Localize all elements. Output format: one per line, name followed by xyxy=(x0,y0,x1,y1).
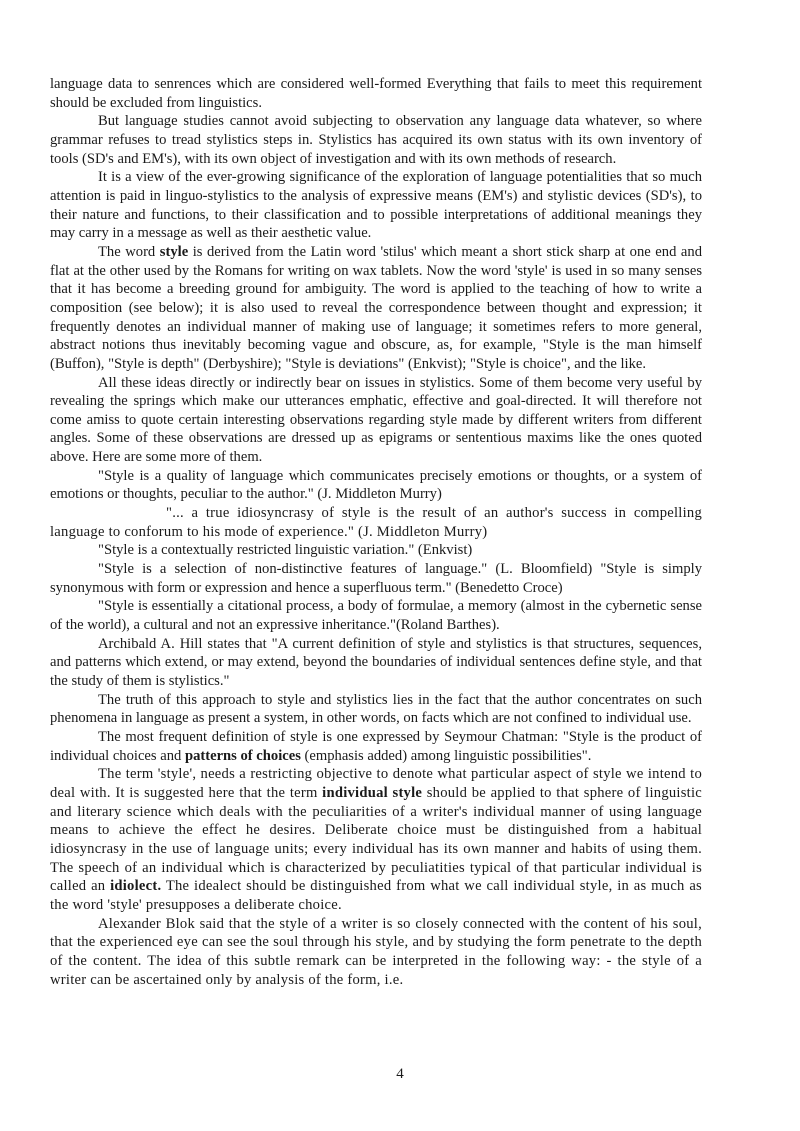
term-individual-style: individual style xyxy=(322,784,423,801)
paragraph-hill: Archibald A. Hill states that "A current definition of style and stylistics is that structures, sequences, and patterns which extend, or may extend, beyond the boundaries of individual sentences define style, and that the study of them is stylistics." xyxy=(50,635,702,689)
quote-murry-2: "... a true idiosyncrasy of style is the result of an author's success in compelling language to conforum to his mode of experience." (J. Middleton Murry) xyxy=(50,505,702,540)
quote-murry-1: "Style is a quality of language which communicates precisely emotions or thoughts, or a system of emotions or thoughts, peculiar to the author." (J. Middleton Murry) xyxy=(50,467,702,503)
term-idiolect: idiolect. xyxy=(110,878,162,895)
paragraph-grammar-vs-stylistics: But language studies cannot avoid subjecting to observation any language data whatever, so where grammar refuses to tread stylistics steps in. Stylistics has acquired its own status with its own inventory of tools (SD's and EM's), with its own object of investigation and with its own methods of research. xyxy=(50,113,702,167)
quote-enkvist: "Style is a contextually restricted linguistic variation." (Enkvist) xyxy=(98,542,473,559)
quote-barthes: "Style is essentially a citational process, a body of formulae, a memory (almost in the cybernetic sense of the world), a cultural and not an expressive inheritance."(Roland Barthes). xyxy=(50,598,702,634)
paragraph-word-style: The word style is derived from the Latin word 'stilus' which meant a short stick sharp at one end and flat at the other used by the Romans for writing on wax tablets. Now the word 'style' is used in so many senses that it has become a breeding ground for ambiguity. The word is applied to the teaching of how to write a composition (see below); it is also used to reveal the correspondence between thought and expression; it frequently denotes an individual manner of making use of language; it sometimes refers to more general, abstract notions thus inevitably becoming vague and obscure, as, for example, "Style is the man himself (Buffon), "Style is depth" (Derbyshire); "Style is deviations" (Enkvist); "Style is choice", and the like. xyxy=(50,243,702,372)
page-number: 4 xyxy=(396,1066,404,1082)
paragraph-individual-style: The term 'style', needs a restricting objective to denote what particular aspect of style we intend to deal with. It is suggested here that the term individual style should be applied to that sphere of linguistic and literary science which deals with the peculiarities of a writer's individual manner of using language means to achieve the effect he desires. Deliberate choice must be distinguished from a habitual idiosyncrasy in the use of language units; every individual has its own manner and habits of using them. The speech of an individual which is characterized by peculiatities typical of that particular individual is called an idiolect. The idealect should be distinguished from what we call individual style, in as much as the word 'style' presupposes a deliberate choice. xyxy=(50,766,702,913)
paragraph-chatman: The most frequent definition of style is one expressed by Seymour Chatman: "Style is the product of individual choices and patterns of choices (emphasis added) among linguistic possibilities". xyxy=(50,728,702,764)
paragraph-truth-of-approach: The truth of this approach to style and stylistics lies in the fact that the author concentrates on such phenomena in language as present a system, in other words, on facts which are not confined to individual use. xyxy=(50,691,702,727)
paragraph-blok: Alexander Blok said that the style of a writer is so closely connected with the content of his soul, that the experienced eye can see the soul through his style, and by studying the form penetrate to the depth of the content. The idea of this subtle remark can be interpreted in the following way: - the style of a writer can be ascertained only by analysis of the form, i.e. xyxy=(50,915,702,988)
term-patterns-of-choices: patterns of choices xyxy=(184,747,301,764)
document-body xyxy=(50,75,702,989)
paragraph-ideas-on-style: All these ideas directly or indirectly bear on issues in stylistics. Some of them become very useful by revealing the springs which make our utterances emphatic, effective and goal-directed. It will therefore not come amiss to quote certain interesting observations regarding style made by different writers from different angles. Some of these observations are dressed up as epigrams or sententious maxims like the ones quoted above. Here are some more of them. xyxy=(50,374,702,466)
paragraph-continuation: language data to senrences which are considered well-formed Everything that fails to meet this requirement should be excluded from linguistics. xyxy=(50,76,702,111)
paragraph-language-potentialities: It is a view of the ever-growing significance of the exploration of language potentialities that so much attention is paid in linguo-stylistics to the analysis of expressive means (EM's) and stylistic devices (SD's), to their nature and functions, to their classification and to possible interpretations of additional meanings they may carry in a message as well as their aesthetic value. xyxy=(50,169,702,242)
quote-bloomfield-croce: "Style is a selection of non-distinctive features of language." (L. Bloomfield) "Style is simply synonymous with form or expression and hence a superfluous term." (Benedetto Croce) xyxy=(50,561,702,596)
term-style: style xyxy=(159,243,189,260)
